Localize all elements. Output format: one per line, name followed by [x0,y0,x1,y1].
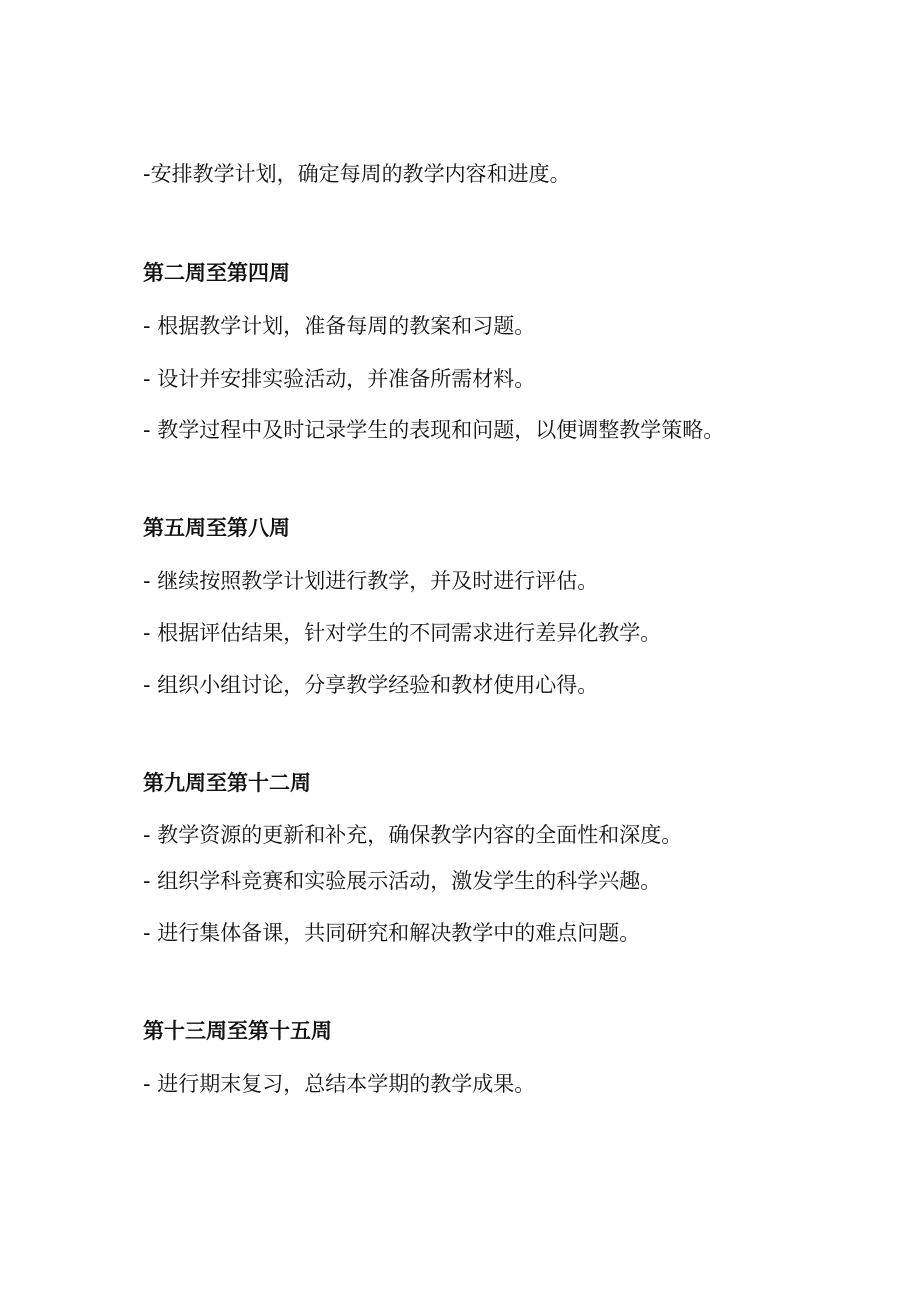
list-item: - 根据教学计划，准备每周的教案和习题。 [143,314,536,338]
section-heading: 第二周至第四周 [143,261,290,285]
intro-line: -安排教学计划，确定每周的教学内容和进度。 [143,162,571,186]
section-heading: 第十三周至第十五周 [143,1019,332,1043]
list-item: - 继续按照教学计划进行教学，并及时进行评估。 [143,569,599,593]
section-heading: 第五周至第八周 [143,516,290,540]
list-item: - 进行集体备课，共同研究和解决教学中的难点问题。 [143,921,641,945]
list-item: - 设计并安排实验活动，并准备所需材料。 [143,367,536,391]
list-item: - 教学过程中及时记录学生的表现和问题，以便调整教学策略。 [143,418,725,442]
list-item: - 组织学科竞赛和实验展示活动，激发学生的科学兴趣。 [143,869,662,893]
section-heading: 第九周至第十二周 [143,771,311,795]
list-item: - 进行期末复习，总结本学期的教学成果。 [143,1072,536,1096]
list-item: - 根据评估结果，针对学生的不同需求进行差异化教学。 [143,621,662,645]
list-item: - 组织小组讨论，分享教学经验和教材使用心得。 [143,673,599,697]
list-item: - 教学资源的更新和补充，确保教学内容的全面性和深度。 [143,823,683,847]
